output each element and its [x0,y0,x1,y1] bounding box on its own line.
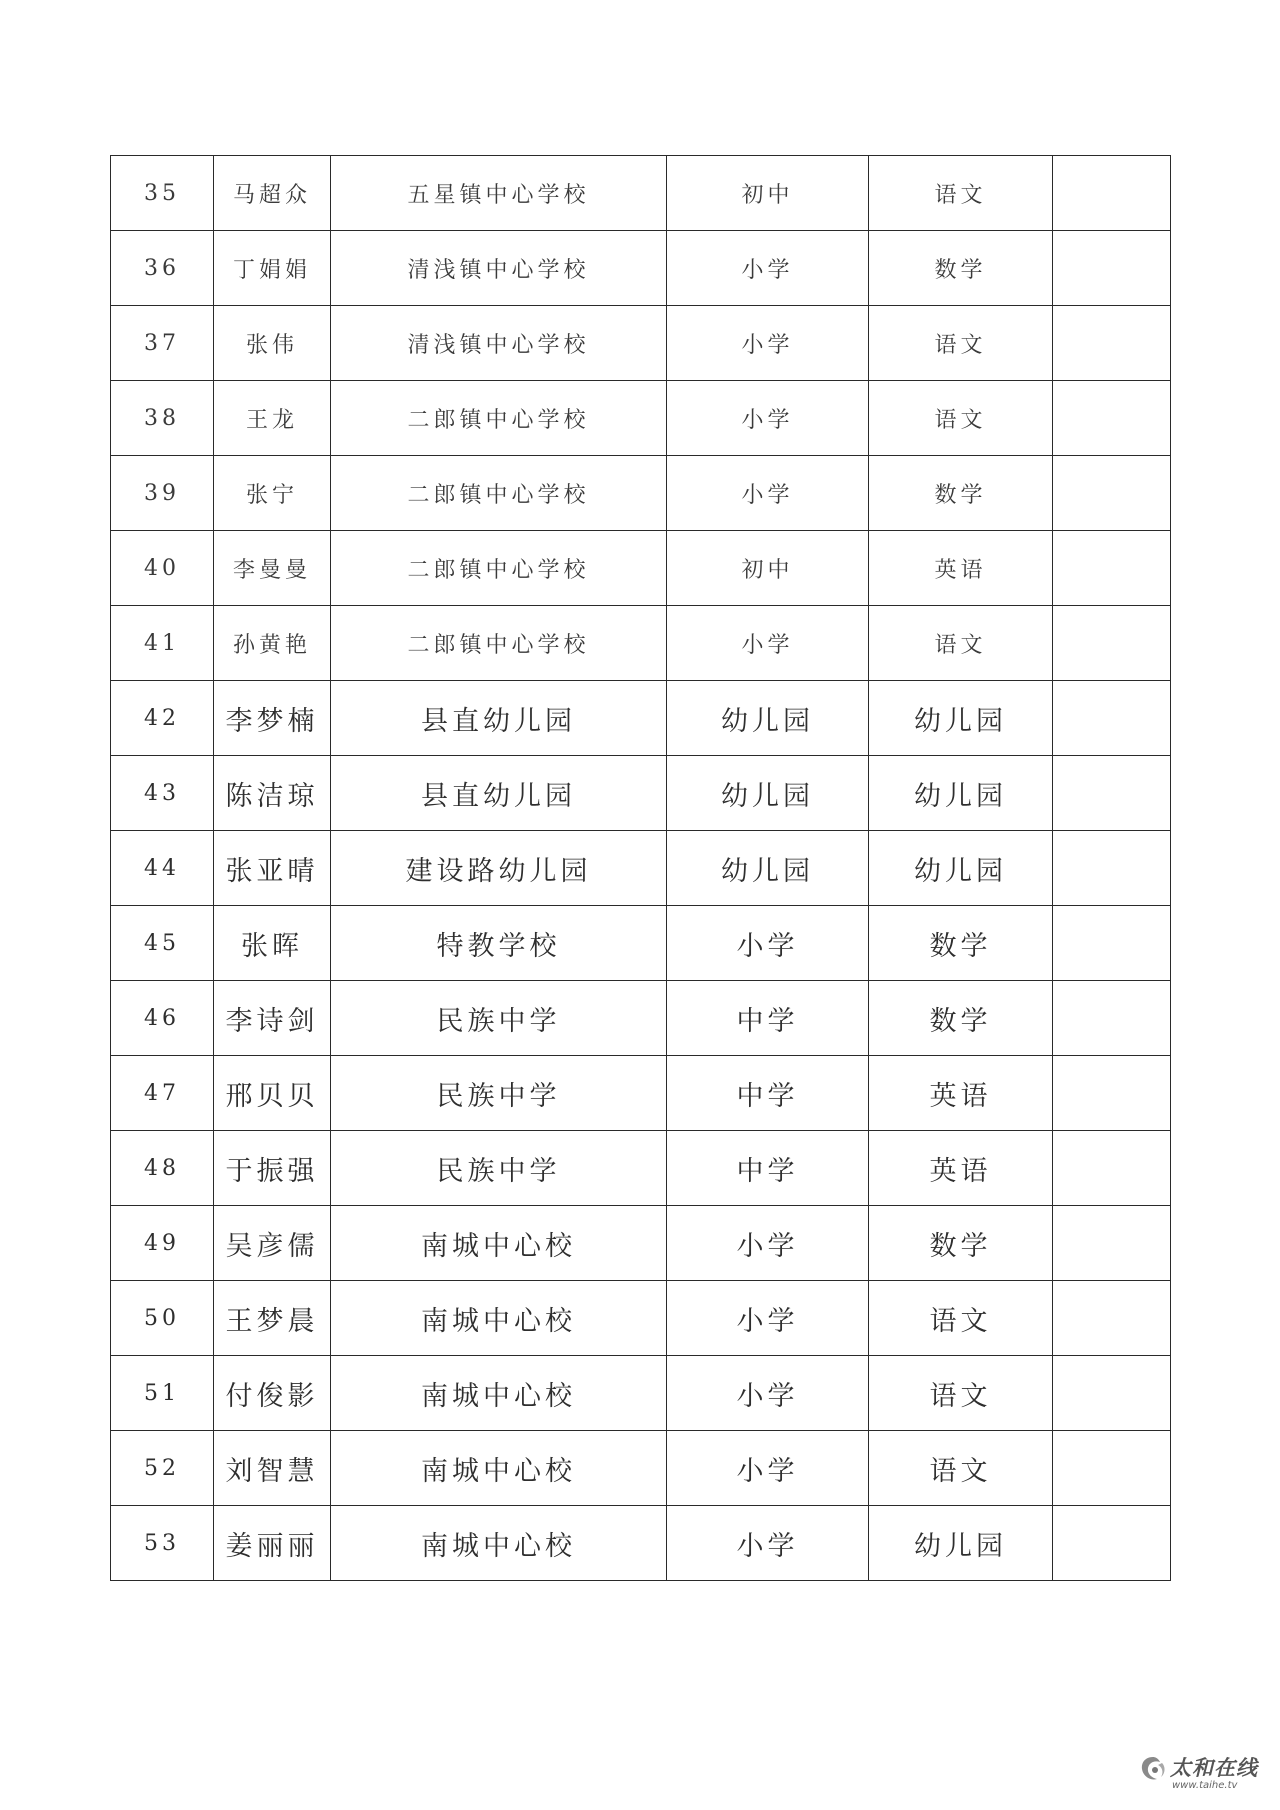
school-level: 初中 [667,156,869,231]
row-number: 37 [111,306,214,381]
teacher-name: 陈洁琼 [214,756,331,831]
row-number: 47 [111,1056,214,1131]
note-cell [1053,1431,1171,1506]
school-name: 特教学校 [331,906,667,981]
table-row [111,381,1171,456]
teacher-name: 马超众 [214,156,331,231]
row-number: 51 [111,1356,214,1431]
school-level: 小学 [667,381,869,456]
roster-table [110,155,1171,1581]
note-cell [1053,1506,1171,1581]
teacher-name: 姜丽丽 [214,1506,331,1581]
table-row [111,1281,1171,1356]
school-name: 县直幼儿园 [331,681,667,756]
teacher-name: 丁娟娟 [214,231,331,306]
school-level: 小学 [667,231,869,306]
subject: 语文 [869,606,1053,681]
table-row [111,831,1171,906]
subject: 语文 [869,1281,1053,1356]
row-number: 35 [111,156,214,231]
table-row [111,306,1171,381]
table-row [111,1431,1171,1506]
teacher-name: 李曼曼 [214,531,331,606]
watermark-site-name: 太和在线 [1170,1756,1258,1780]
school-level: 小学 [667,606,869,681]
swirl-logo-icon [1138,1754,1168,1784]
row-number: 53 [111,1506,214,1581]
table-row [111,981,1171,1056]
table-row [111,681,1171,756]
school-level: 中学 [667,1131,869,1206]
table-row [111,1131,1171,1206]
school-level: 小学 [667,1506,869,1581]
row-number: 42 [111,681,214,756]
school-level: 中学 [667,981,869,1056]
table-row [111,606,1171,681]
school-name: 民族中学 [331,1056,667,1131]
note-cell [1053,831,1171,906]
teacher-name: 张亚晴 [214,831,331,906]
school-name: 民族中学 [331,981,667,1056]
school-level: 幼儿园 [667,756,869,831]
school-name: 南城中心校 [331,1431,667,1506]
school-level: 小学 [667,1281,869,1356]
note-cell [1053,381,1171,456]
table-row [111,1356,1171,1431]
row-number: 48 [111,1131,214,1206]
school-name: 五星镇中心学校 [331,156,667,231]
row-number: 44 [111,831,214,906]
school-level: 小学 [667,306,869,381]
teacher-name: 刘智慧 [214,1431,331,1506]
school-level: 小学 [667,1431,869,1506]
row-number: 43 [111,756,214,831]
school-level: 小学 [667,906,869,981]
school-name: 清浅镇中心学校 [331,306,667,381]
teacher-name: 张伟 [214,306,331,381]
row-number: 36 [111,231,214,306]
note-cell [1053,531,1171,606]
subject: 语文 [869,306,1053,381]
note-cell [1053,231,1171,306]
row-number: 40 [111,531,214,606]
school-level: 小学 [667,1356,869,1431]
note-cell [1053,1131,1171,1206]
note-cell [1053,306,1171,381]
school-name: 县直幼儿园 [331,756,667,831]
teacher-name: 李梦楠 [214,681,331,756]
teacher-name: 于振强 [214,1131,331,1206]
subject: 幼儿园 [869,1506,1053,1581]
school-level: 小学 [667,1206,869,1281]
teacher-name: 邢贝贝 [214,1056,331,1131]
school-name: 建设路幼儿园 [331,831,667,906]
school-name: 二郎镇中心学校 [331,606,667,681]
school-name: 二郎镇中心学校 [331,381,667,456]
subject: 数学 [869,906,1053,981]
note-cell [1053,456,1171,531]
school-name: 二郎镇中心学校 [331,456,667,531]
subject: 数学 [869,981,1053,1056]
teacher-name: 吴彦儒 [214,1206,331,1281]
subject: 幼儿园 [869,756,1053,831]
row-number: 49 [111,1206,214,1281]
note-cell [1053,1206,1171,1281]
note-cell [1053,606,1171,681]
school-name: 二郎镇中心学校 [331,531,667,606]
teacher-name: 李诗剑 [214,981,331,1056]
note-cell [1053,156,1171,231]
row-number: 38 [111,381,214,456]
school-name: 南城中心校 [331,1506,667,1581]
note-cell [1053,1281,1171,1356]
table-row [111,456,1171,531]
school-name: 民族中学 [331,1131,667,1206]
watermark-site-url: www.taihe.tv [1172,1780,1238,1791]
row-number: 52 [111,1431,214,1506]
subject: 幼儿园 [869,681,1053,756]
table-row [111,1506,1171,1581]
teacher-name: 张宁 [214,456,331,531]
table-row [111,156,1171,231]
note-cell [1053,981,1171,1056]
note-cell [1053,1056,1171,1131]
table-row [111,1206,1171,1281]
subject: 英语 [869,1056,1053,1131]
table-row [111,1056,1171,1131]
subject: 数学 [869,456,1053,531]
site-watermark [1138,1750,1258,1796]
row-number: 46 [111,981,214,1056]
table-row [111,756,1171,831]
subject: 语文 [869,1356,1053,1431]
row-number: 39 [111,456,214,531]
school-level: 小学 [667,456,869,531]
table-row [111,531,1171,606]
subject: 语文 [869,1431,1053,1506]
school-level: 初中 [667,531,869,606]
school-level: 中学 [667,1056,869,1131]
row-number: 50 [111,1281,214,1356]
subject: 数学 [869,231,1053,306]
note-cell [1053,756,1171,831]
school-level: 幼儿园 [667,831,869,906]
note-cell [1053,906,1171,981]
subject: 英语 [869,1131,1053,1206]
subject: 语文 [869,381,1053,456]
teacher-name: 孙黄艳 [214,606,331,681]
note-cell [1053,681,1171,756]
school-name: 南城中心校 [331,1356,667,1431]
school-name: 南城中心校 [331,1206,667,1281]
subject: 语文 [869,156,1053,231]
subject: 英语 [869,531,1053,606]
roster-table-body [111,156,1171,1581]
teacher-name: 付俊影 [214,1356,331,1431]
teacher-name: 王龙 [214,381,331,456]
school-name: 清浅镇中心学校 [331,231,667,306]
teacher-name: 张晖 [214,906,331,981]
row-number: 45 [111,906,214,981]
school-level: 幼儿园 [667,681,869,756]
table-row [111,231,1171,306]
school-name: 南城中心校 [331,1281,667,1356]
note-cell [1053,1356,1171,1431]
subject: 数学 [869,1206,1053,1281]
table-row [111,906,1171,981]
row-number: 41 [111,606,214,681]
subject: 幼儿园 [869,831,1053,906]
teacher-name: 王梦晨 [214,1281,331,1356]
